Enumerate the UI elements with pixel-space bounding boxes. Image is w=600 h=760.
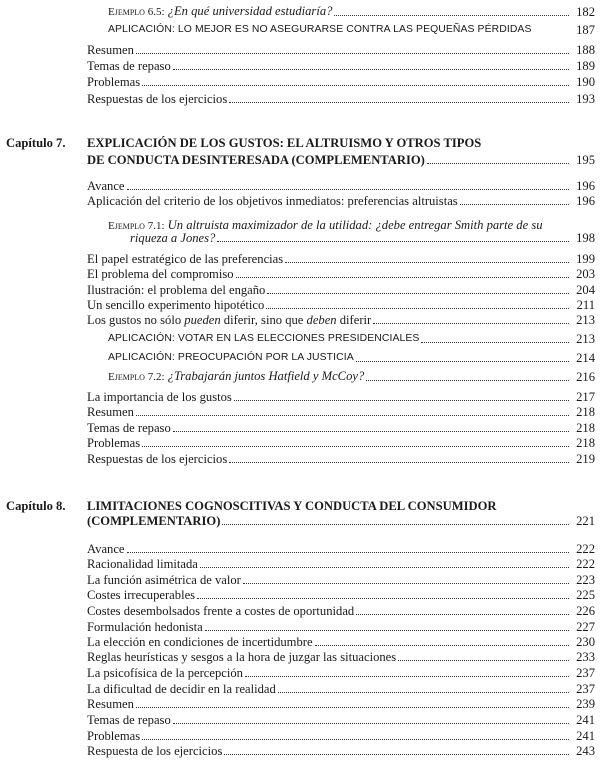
chapter-7-page: 195: [576, 153, 595, 167]
page-number: 218: [576, 405, 595, 419]
entry-label: [108, 368, 364, 385]
page-number: 196: [576, 179, 595, 193]
example-title: riqueza a Jones?: [130, 231, 216, 245]
dot-leader: [173, 431, 569, 432]
page-number: 213: [576, 332, 595, 346]
page-number: 226: [576, 604, 595, 618]
dot-leader: [373, 323, 569, 324]
page-number: 214: [576, 351, 595, 365]
page-number: 218: [576, 421, 595, 435]
toc-entry: [108, 331, 595, 347]
page-number: 199: [576, 252, 595, 266]
dot-leader: [229, 462, 569, 463]
dot-leader: [127, 552, 569, 553]
toc-entry: [87, 420, 595, 436]
entry-label: Respuesta de los ejercicios: [87, 744, 223, 758]
entry-label-part: pueden: [184, 313, 221, 327]
dot-leader: [236, 277, 569, 278]
page-number: 230: [576, 635, 595, 649]
page-number: 233: [576, 650, 595, 664]
page-number: 190: [576, 75, 595, 89]
dot-leader: [222, 524, 569, 525]
page-number: 223: [576, 573, 595, 587]
dot-leader: [245, 676, 569, 677]
toc-entry: [87, 572, 595, 588]
toc-entry: [87, 435, 595, 451]
entry-label: Problemas: [87, 75, 141, 89]
toc-entry: [87, 556, 595, 572]
toc-entry: [87, 389, 595, 405]
entry-label: APLICACIÓN: LO MEJOR ES NO ASEGURARSE CONTRA LAS PEQUEÑAS PÉRDIDAS: [108, 24, 532, 35]
chapter-7-title-row: [87, 152, 595, 168]
dot-leader: [200, 567, 569, 568]
entry-label: Problemas: [87, 436, 141, 450]
entry-label-part: diferir: [336, 313, 372, 327]
entry-label: La función asimétrica de valor: [87, 573, 241, 587]
entry-label: Costes irrecuperables: [87, 588, 196, 602]
example-title-part1: Un altruista maximizador de la utilidad: ¿debe entregar Smith parte de su: [167, 218, 543, 232]
chapter-8-number: Capítulo 8.: [6, 499, 66, 513]
page-number: 204: [576, 283, 595, 297]
entry-label: [130, 230, 215, 246]
dot-leader: [142, 446, 569, 447]
toc-entry: [87, 58, 595, 74]
entry-label: APLICACIÓN: VOTAR EN LAS ELECCIONES PRESIDENCIALES: [108, 333, 420, 344]
dot-leader: [334, 15, 569, 16]
chapter-8-title-row: [87, 513, 595, 529]
page-number: 243: [576, 744, 595, 758]
toc-entry: [87, 282, 595, 298]
entry-label: El papel estratégico de las preferencias: [87, 252, 284, 266]
toc-entry: [87, 619, 595, 635]
entry-label: La elección en condiciones de incertidumbre: [87, 635, 313, 649]
page-number: 227: [576, 620, 595, 634]
entry-label: Avance: [87, 179, 125, 193]
toc-entry: [87, 178, 595, 194]
example-title: ¿En qué universidad estudiaría?: [167, 4, 333, 18]
entry-label: Temas de repaso: [87, 713, 171, 727]
toc-entry: [108, 4, 595, 20]
entry-label: [87, 312, 371, 328]
entry-label: Ilustración: el problema del engaño: [87, 283, 266, 297]
dot-leader: [173, 69, 569, 70]
dot-leader: [285, 262, 569, 263]
dot-leader: [224, 754, 569, 755]
entry-label: Problemas: [87, 729, 141, 743]
toc-entry: [108, 22, 595, 38]
entry-label: Resumen: [87, 697, 134, 711]
toc-entry: [87, 681, 595, 697]
example-number: Ejemplo 7.1:: [108, 220, 165, 232]
chapter-8-title-line2: (COMPLEMENTARIO): [87, 514, 221, 528]
page-number: 225: [576, 588, 595, 602]
example-number: Ejemplo 6.5:: [108, 6, 165, 18]
dot-leader: [234, 400, 569, 401]
entry-label-part: Los gustos no sólo: [87, 313, 185, 327]
dot-leader: [366, 380, 569, 381]
dot-leader: [197, 598, 569, 599]
dot-leader: [398, 660, 569, 661]
entry-label: La psicofísica de la percepción: [87, 666, 243, 680]
entry-label: La importancia de los gustos: [87, 390, 232, 404]
example-title: ¿Trabajarán juntos Hatfield y McCoy?: [167, 369, 365, 383]
entry-label: Respuestas de los ejercicios: [87, 452, 228, 466]
page-number: 222: [576, 542, 595, 556]
dot-leader: [205, 630, 569, 631]
toc-entry: [87, 451, 595, 467]
toc-entry: [108, 369, 595, 385]
page-number: 239: [576, 697, 595, 711]
dot-leader: [127, 189, 569, 190]
dot-leader: [278, 692, 569, 693]
page-number: 182: [576, 5, 595, 19]
dot-leader: [229, 102, 569, 103]
dot-leader: [142, 739, 569, 740]
entry-label-part: deben: [306, 313, 337, 327]
dot-leader: [267, 293, 569, 294]
entry-label: Avance: [87, 542, 125, 556]
page-number: 189: [576, 59, 595, 73]
toc-entry: [87, 665, 595, 681]
entry-label: Formulación hedonista: [87, 620, 203, 634]
toc-entry: [87, 603, 595, 619]
entry-label: Un sencillo experimento hipotético: [87, 298, 265, 312]
chapter-7-title-line2: DE CONDUCTA DESINTERESADA (COMPLEMENTARIO): [87, 153, 425, 167]
page-number: 216: [576, 370, 595, 384]
dot-leader: [356, 361, 569, 362]
dot-leader: [315, 645, 569, 646]
entry-label: Temas de repaso: [87, 59, 171, 73]
toc-entry: [87, 312, 595, 328]
toc-entry: [87, 193, 595, 209]
toc-entry: [87, 74, 595, 90]
toc-entry: [87, 634, 595, 650]
dot-leader: [142, 85, 569, 86]
page-number: 187: [576, 23, 595, 37]
page-number: 241: [576, 713, 595, 727]
dot-leader: [136, 415, 569, 416]
page-number: 222: [576, 557, 595, 571]
entry-label: La dificultad de decidir en la realidad: [87, 682, 276, 696]
toc-entry: [87, 587, 595, 603]
dot-leader: [427, 163, 569, 164]
dot-leader: [356, 614, 569, 615]
toc-entry: [87, 541, 595, 557]
toc-entry: [87, 404, 595, 420]
toc-entry: [87, 728, 595, 744]
entry-label: El problema del compromiso: [87, 267, 234, 281]
toc-entry: [87, 91, 595, 107]
dot-leader: [421, 342, 569, 343]
chapter-8-title-line1: LIMITACIONES COGNOSCITIVAS Y CONDUCTA DEL CONSUMIDOR: [87, 499, 497, 513]
page-number: 188: [576, 43, 595, 57]
entry-label: Temas de repaso: [87, 421, 171, 435]
example-number: Ejemplo 7.2:: [108, 371, 165, 383]
dot-leader: [460, 204, 569, 205]
dot-leader: [217, 241, 569, 242]
page-number: 213: [576, 313, 595, 327]
page-number: 237: [576, 682, 595, 696]
chapter-7-number: Capítulo 7.: [6, 136, 66, 150]
toc-entry: [87, 743, 595, 759]
toc-entry: [87, 251, 595, 267]
entry-label: Racionalidad limitada: [87, 557, 198, 571]
dot-leader: [136, 53, 569, 54]
page-number: 211: [576, 298, 595, 312]
page-number: 198: [576, 231, 595, 245]
chapter-7-title-line1: EXPLICACIÓN DE LOS GUSTOS: EL ALTRUISMO Y OTROS TIPOS: [87, 136, 482, 150]
entry-label: Aplicación del criterio de los objetivos inmediatos: preferencias altruistas: [87, 194, 458, 208]
entry-label: Costes desembolsados frente a costes de oportunidad: [87, 604, 355, 618]
page-number: 237: [576, 666, 595, 680]
page-number: 241: [576, 729, 595, 743]
page-number: 219: [576, 452, 595, 466]
page-number: 196: [576, 194, 595, 208]
chapter-8-page: 221: [576, 514, 595, 528]
toc-entry: [87, 297, 595, 313]
dot-leader: [173, 723, 569, 724]
page-number: 218: [576, 436, 595, 450]
toc-entry: [108, 350, 595, 366]
entry-label: Reglas heurísticas y sesgos a la hora de juzgar las situaciones: [87, 650, 397, 664]
entry-label: Resumen: [87, 43, 134, 57]
dot-leader: [266, 308, 569, 309]
toc-entry: [130, 230, 595, 246]
toc-entry: [87, 712, 595, 728]
toc-entry: [87, 649, 595, 665]
page-number: 193: [576, 92, 595, 106]
entry-label: APLICACIÓN: PREOCUPACIÓN POR LA JUSTICIA: [108, 352, 354, 363]
page-number: 217: [576, 390, 595, 404]
entry-label: Respuestas de los ejercicios: [87, 92, 228, 106]
toc-entry: [87, 696, 595, 712]
dot-leader: [136, 707, 569, 708]
entry-label-part: diferir, sino que: [220, 313, 307, 327]
entry-label: Resumen: [87, 405, 134, 419]
toc-entry: [87, 266, 595, 282]
toc-entry: [87, 42, 595, 58]
page-number: 203: [576, 267, 595, 281]
entry-label: [108, 3, 332, 20]
dot-leader: [243, 583, 569, 584]
